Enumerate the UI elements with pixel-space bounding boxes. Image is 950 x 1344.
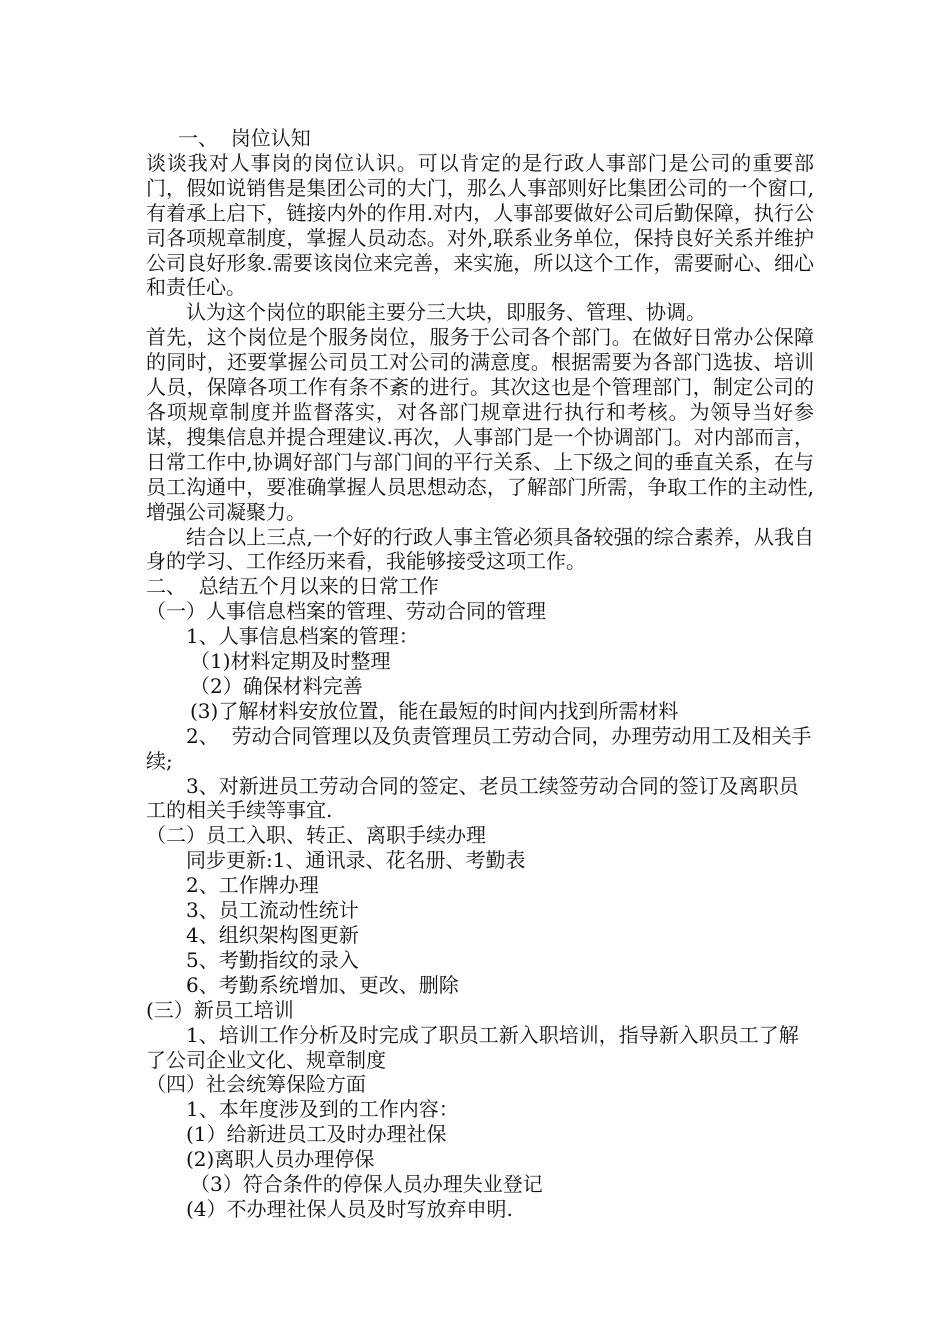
list-item: 1、培训工作分析及时完成了职员工新入职培训，指导新入职员工了解了公司企业文化、规章制度 <box>146 1022 799 1072</box>
list-item: 同步更新:1、通讯录、花名册、考勤表 <box>186 848 526 873</box>
list-item: 3、员工流动性统计 <box>186 898 359 923</box>
list-item: （1)材料定期及时整理 <box>190 649 391 674</box>
section-heading-1: 一、 岗位认知 <box>178 126 311 150</box>
list-item: 3、对新进员工劳动合同的签定、老员工续签劳动合同的签订及离职员工的相关手续等事宜. <box>146 773 799 823</box>
paragraph-role-functions: 认为这个岗位的职能主要分三大块，即服务、管理、协调。 <box>186 300 706 325</box>
list-item: 5、考勤指纹的录入 <box>186 947 359 972</box>
list-item: 4、组织架构图更新 <box>186 923 359 947</box>
list-item: (2)离职人员办理停保 <box>186 1147 375 1172</box>
paragraph-role-details: 首先，这个岗位是个服务岗位，服务于公司各个部门。在做好日常办公保障的同时，还要掌握公司员工对公司的满意度。根据需要为各部门选拔、培训人员，保障各项工作有条不紊的进行。其次这也是个管理部门，制定公司的各项规章制度并监督落实，对各部门规章进行执行和考核。为领导当好参谋，搜集信息并提合理建议.再次，人事部门是一个协调部门。对内部而言，日常工作中,协调好部门与部门间的平行关系、上下级之间的垂直关系，在与员工沟通中，要准确掌握人员思想动态，了解部门所需，争取工作的主动性,增强公司凝聚力。 <box>146 325 814 524</box>
subsection-heading-2: （二）员工入职、转正、离职手续办理 <box>146 823 486 848</box>
paragraph-role-summary: 结合以上三点,一个好的行政人事主管必须具备较强的综合素养，从我自身的学习、工作经历来看，我能够接受这项工作。 <box>146 524 814 574</box>
subsection-heading-3: (三）新员工培训 <box>146 997 294 1022</box>
list-item: (4）不办理社保人员及时写放弃申明. <box>186 1196 513 1221</box>
list-item: (1）给新进员工及时办理社保 <box>186 1122 447 1147</box>
list-item: 1、人事信息档案的管理： <box>186 624 419 649</box>
list-item: (3)了解材料安放位置，能在最短的时间内找到所需材料 <box>190 698 679 723</box>
subsection-heading-4: （四）社会统筹保险方面 <box>146 1072 366 1097</box>
list-item: 1、本年度涉及到的工作内容： <box>186 1097 459 1122</box>
subsection-heading-1: （一）人事信息档案的管理、劳动合同的管理 <box>146 599 546 624</box>
document-body <box>146 126 814 1222</box>
list-item: （3）符合条件的停保人员办理失业登记 <box>190 1172 543 1197</box>
list-item: 2、工作牌办理 <box>186 873 319 898</box>
list-item: （2）确保材料完善 <box>190 673 363 698</box>
paragraph-role-understanding: 谈谈我对人事岗的岗位认识。可以肯定的是行政人事部门是公司的重要部门，假如说销售是集团公司的大门，那么人事部则好比集团公司的一个窗口,有着承上启下，链接内外的作用.对内，人事部要做好公司后勤保障，执行公司各项规章制度，掌握人员动态。对外,联系业务单位，保持良好关系并维护公司良好形象.需要该岗位来完善，来实施，所以这个工作，需要耐心、细心和责任心。 <box>146 150 814 300</box>
section-heading-2: 二、 总结五个月以来的日常工作 <box>146 574 439 599</box>
list-item: 2、 劳动合同管理以及负责管理员工劳动合同，办理劳动用工及相关手续; <box>146 723 812 773</box>
list-item: 6、考勤系统增加、更改、删除 <box>186 972 459 997</box>
